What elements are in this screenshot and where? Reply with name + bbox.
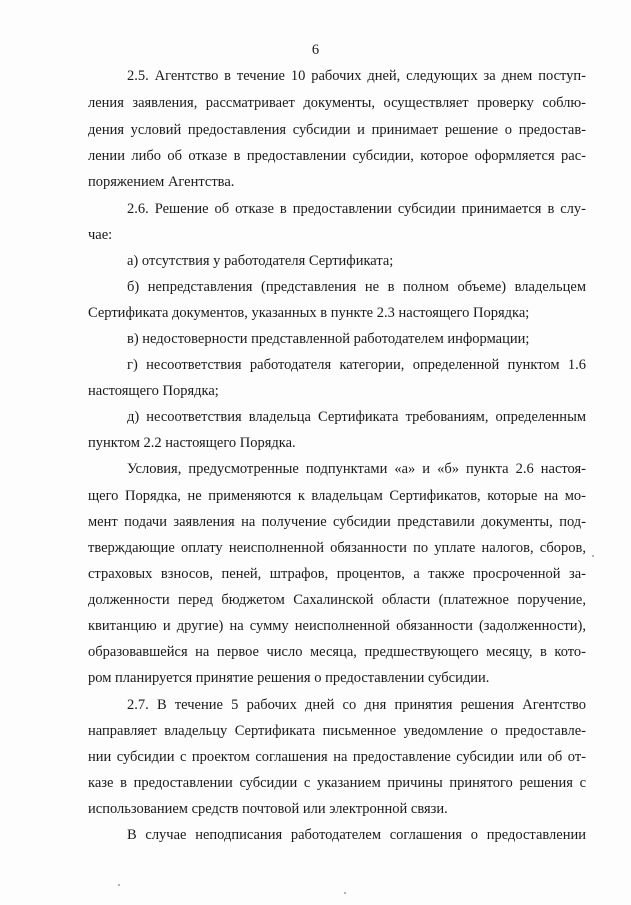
text-line: Сертификата документов, указанных в пункте 2.3 настоящего Порядка; [88,305,530,321]
scan-speck [344,892,346,894]
text-line: квитанцию и другие) на сумму неисполненной обязанности (задолженности), [88,618,586,634]
text-line: пунктом 2.2 настоящего Порядка. [88,435,296,451]
text-line: нии субсидии с проектом соглашения на предоставление субсидии или об от- [88,749,586,765]
text-line: поряжением Агентства. [88,174,235,190]
text-line: щего Порядка, не применяются к владельцам Сертификатов, которые на мо- [88,488,586,504]
page-number: 6 [311,42,320,58]
text-line: мент подачи заявления на получение субсидии представили документы, под- [88,514,586,530]
text-line: 2.7. В течение 5 рабочих дней со дня принятия решения Агентство [127,697,586,713]
text-line: 2.6. Решение об отказе в предоставлении субсидии принимается в слу- [127,201,586,217]
text-line: Условия, предусмотренные подпунктами «а» и «б» пункта 2.6 настоя- [127,461,586,477]
text-line: чае: [88,227,113,243]
text-line: казе в предоставлении субсидии с указанием причины принятого решения с [88,775,586,791]
text-line: страховых взносов, пеней, штрафов, процентов, а также просроченной за- [88,566,586,582]
text-line: лении либо об отказе в предоставлении субсидии, которое оформляется рас- [88,148,586,164]
text-line: 2.5. Агентство в течение 10 рабочих дней, следующих за днем поступ- [127,68,586,84]
text-line: д) несоответствия владельца Сертификата требованиям, определенным [127,409,586,425]
text-line: дения условий предоставления субсидии и принимает решение о предостав- [88,122,586,138]
text-line: ления заявления, рассматривает документы, осуществляет проверку соблю- [88,95,586,111]
text-line: б) непредставления (представления не в полном объеме) владельцем [127,279,586,295]
text-line: г) несоответствия работодателя категории, определенной пунктом 1.6 [127,357,586,373]
text-line: настоящего Порядка; [88,383,219,399]
text-line: В случае неподписания работодателем соглашения о предоставлении [127,827,586,843]
text-line: использованием средств почтовой или электронной связи. [88,801,448,817]
scan-speck [118,884,120,886]
text-line: а) отсутствия у работодателя Сертификата; [127,253,394,269]
text-line: направляет владельцу Сертификата письменное уведомление о предоставле- [88,723,586,739]
text-line: в) недостоверности представленной работодателем информации; [127,331,530,347]
text-line: долженности перед бюджетом Сахалинской области (платежное поручение, [88,592,586,608]
scan-speck [592,555,594,557]
text-line: образовавшейся на первое число месяца, предшествующего месяцу, в кото- [88,644,586,660]
text-line: ром планируется принятие решения о предоставлении субсидии. [88,670,490,686]
text-line: тверждающие оплату неисполненной обязанности по уплате налогов, сборов, [88,540,586,556]
